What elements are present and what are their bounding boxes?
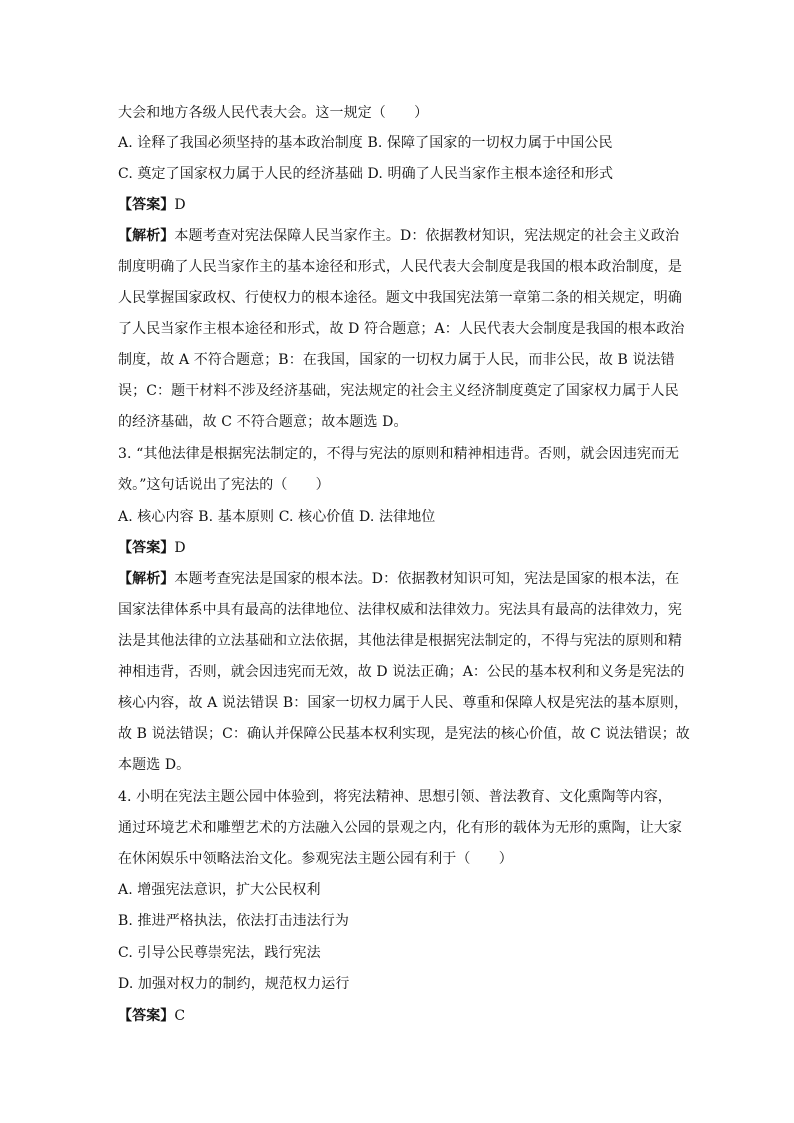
question-3-analysis-line <box>118 724 690 744</box>
question-4-option-b <box>118 911 678 931</box>
question-4-option-d <box>118 974 678 994</box>
line-text: A. 增强宪法意识，扩大公民权利 <box>118 882 321 898</box>
line-text: 4. 小明在宪法主题公园中体验到，将宪法精神、思想引领、普法教育、文化熏陶等内容， <box>118 789 672 805</box>
question-3-stem <box>118 475 678 495</box>
analysis-label: 【解析】 <box>118 571 175 587</box>
answer-value: D <box>174 540 186 556</box>
line-text: 了人民当家作主根本途径和形式，故 D 符合题意；A：人民代表大会制度是我国的根本政治 <box>118 321 685 337</box>
question-4-option-c <box>118 943 678 963</box>
line-text: 效。”这句话说出了宪法的（ ） <box>118 477 330 493</box>
question-4-answer <box>118 1006 678 1026</box>
line-text: 国家法律体系中具有最高的法律地位、法律权威和法律效力。宪法具有最高的法律效力，宪 <box>118 602 682 618</box>
answer-value: C <box>174 1008 186 1024</box>
question-4-stem <box>118 787 678 807</box>
question-3-analysis-line <box>118 600 682 620</box>
line-text: C. 引导公民尊崇宪法，践行宪法 <box>118 945 321 961</box>
question-2-analysis-line <box>118 257 682 277</box>
question-3-analysis-line <box>118 755 678 775</box>
line-text: C. 奠定了国家权力属于人民的经济基础 D. 明确了人民当家作主根本途径和形式 <box>118 166 614 182</box>
answer-label: 【答案】 <box>118 197 175 213</box>
line-text: 人民掌握国家政权、行使权力的根本途径。题文中我国宪法第一章第二条的相关规定，明确 <box>118 290 682 306</box>
question-4-stem <box>118 818 682 838</box>
question-3-analysis-line <box>118 662 685 682</box>
question-2-analysis-line <box>118 319 685 339</box>
question-3-analysis-line <box>118 693 689 713</box>
line-text: 通过环境艺术和雕塑艺术的方法融入公园的景观之内，化有形的载体为无形的熏陶，让大家 <box>118 820 682 836</box>
line-text: 本题考查宪法是国家的根本法。D：依据教材知识可知，宪法是国家的根本法，在 <box>174 571 680 587</box>
line-text: 大会和地方各级人民代表大会。这一规定（ ） <box>118 105 429 121</box>
line-text: A. 诠释了我国必须坚持的基本政治制度 B. 保障了国家的一切权力属于中国公民 <box>118 135 613 151</box>
line-text: 本题考查对宪法保障人民当家作主。D：依据教材知识，宪法规定的社会主义政治 <box>174 228 680 244</box>
line-text: A. 核心内容 B. 基本原则 C. 核心价值 D. 法律地位 <box>118 509 436 525</box>
answer-label: 【答案】 <box>118 1008 175 1024</box>
line-text: 的经济基础，故 C 不符合题意；故本题选 D。 <box>118 414 408 430</box>
question-2-stem-continuation <box>118 103 678 123</box>
line-text: 在休闲娱乐中领略法治文化。参观宪法主题公园有利于（ ） <box>118 851 513 867</box>
line-text: 法是其他法律的立法基础和立法依据，其他法律是根据宪法制定的，不得与宪法的原则和精 <box>118 633 682 649</box>
answer-value: D <box>174 197 186 213</box>
line-text: D. 加强对权力的制约，规范权力运行 <box>118 976 350 992</box>
question-4-stem <box>118 849 678 869</box>
question-2-analysis-line <box>118 381 678 401</box>
line-text: B. 推进严格执法，依法打击违法行为 <box>118 913 349 929</box>
line-text: 3. “其他法律是根据宪法制定的，不得与宪法的原则和精神相违背。否则，就会因违宪而无 <box>118 446 680 462</box>
question-3-analysis-line <box>118 569 678 589</box>
question-3-options <box>118 507 678 527</box>
question-3-analysis-line <box>118 631 682 651</box>
question-2-options-cd <box>118 164 678 184</box>
question-3-stem <box>118 444 678 464</box>
question-2-analysis-line <box>118 412 678 432</box>
question-2-analysis-line <box>118 226 678 246</box>
question-4-option-a <box>118 880 678 900</box>
question-2-answer <box>118 195 678 215</box>
line-text: 神相违背，否则，就会因违宪而无效，故 D 说法正确；A：公民的基本权利和义务是宪法的 <box>118 664 685 680</box>
line-text: 制度，故 A 不符合题意；B：在我国，国家的一切权力属于人民，而非公民，故 B 说法错 <box>118 352 675 368</box>
line-text: 误；C：题干材料不涉及经济基础，宪法规定的社会主义经济制度奠定了国家权力属于人民 <box>118 383 679 399</box>
line-text: 制度明确了人民当家作主的基本途径和形式，人民代表大会制度是我国的根本政治制度，是 <box>118 259 682 275</box>
line-text: 本题选 D。 <box>118 757 191 773</box>
analysis-label: 【解析】 <box>118 228 175 244</box>
question-2-analysis-line <box>118 350 678 370</box>
question-3-answer <box>118 538 678 558</box>
question-2-options-ab <box>118 133 678 153</box>
line-text: 故 B 说法错误；C：确认并保障公民基本权利实现，是宪法的核心价值，故 C 说法错误；故 <box>118 726 690 742</box>
line-text: 核心内容，故 A 说法错误 B：国家一切权力属于人民、尊重和保障人权是宪法的基本原则， <box>118 695 689 711</box>
question-2-analysis-line <box>118 288 682 308</box>
answer-label: 【答案】 <box>118 540 175 556</box>
